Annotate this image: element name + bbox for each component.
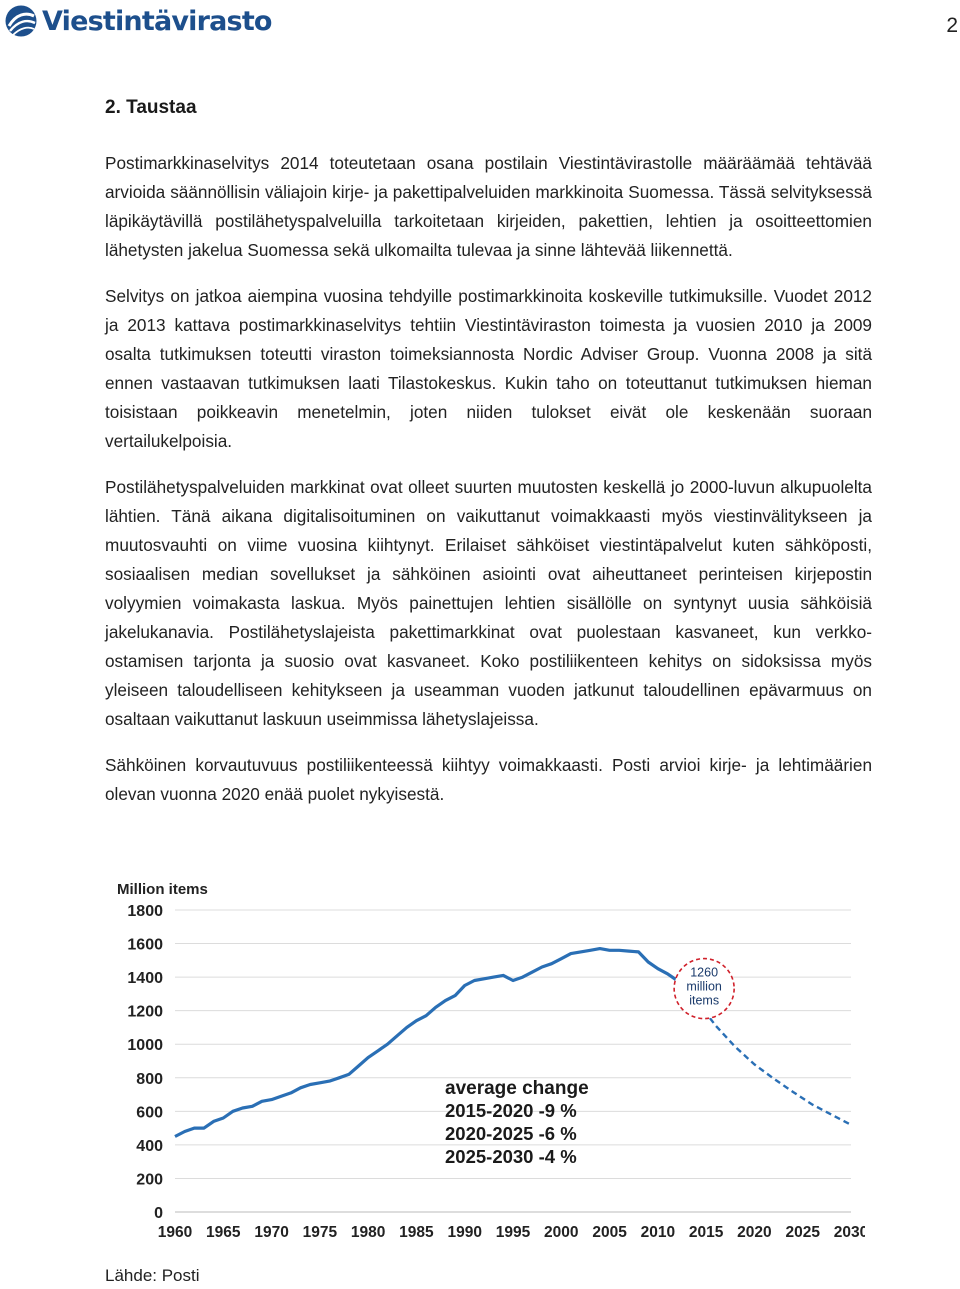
brand-name: Viestintävirasto (42, 5, 272, 37)
x-tick-label: 1990 (447, 1224, 482, 1241)
y-tick-label: 200 (136, 1171, 163, 1189)
x-tick-label: 2000 (544, 1224, 579, 1241)
average-change-title: average change (445, 1078, 589, 1099)
y-tick-label: 400 (136, 1137, 163, 1155)
x-tick-label: 2020 (737, 1224, 772, 1241)
section-body (105, 94, 872, 826)
page-header (0, 0, 960, 50)
callout-label: million (686, 979, 722, 994)
section-heading: 2. Taustaa (105, 97, 197, 118)
paragraph-2: Selvitys on jatkoa aiempina vuosina tehdyille postimarkkinoita koskeville tutkimuksille. Vuodet 2012 ja 2013 kattava postimarkkinaselvitys tehtiin Viestintäviraston toimesta ja vuosien 2010 ja 2009 osalta tutkimuksen toteutti viraston toimeksiannosta Nordic Adviser Group. Vuonna 2008 ja sitä ennen vastaavan tutkimuksen laati Tilastokeskus. Kukin taho on toteuttanut tutkimuksen hieman toisistaan poikkeavin menetelmin, joten niiden tulokset eivät ole keskenään suoraan vertailukelpoisia. (105, 286, 872, 451)
paragraph-3: Postilähetyspalveluiden markkinat ovat olleet suurten muutosten keskellä jo 2000-luvun alkupuolelta lähtien. Tänä aikana digitalisoituminen on vaikuttanut voimakkaasti myös viestinvälitykseen ja muutosvauhti on viime vuosina kiihtynyt. Erilaiset sähköiset viestintäpalvelut kuten sähköposti, sosiaalisen median sovellukset ja sähköinen asiointi ovat aiheuttaneet perinteisen kirjepostin volyymien voimakasta laskua. Myös painettujen lehtien sisällölle on syntynyt uusia sähköisiä jakelukanavia. Postilähetyslajeista pakettimarkkinat ovat puolestaan kasvaneet, kun verkko-ostamisen tarjonta ja suosio ovat kasvaneet. Koko postiliikenteen kehitys on sidoksissa myös yleiseen taloudelliseen kehitykseen ja useamman vuoden jatkunut taloudellinen epävarmuus on osaltaan vaikuttanut laskuun useimmissa lähetyslajeissa. (105, 477, 872, 729)
y-tick-label: 600 (136, 1104, 163, 1122)
y-tick-label: 1000 (127, 1037, 163, 1055)
x-tick-label: 1965 (206, 1224, 241, 1241)
y-tick-label: 1600 (127, 936, 163, 954)
average-change-row: 2015-2020 -9 % (445, 1100, 577, 1121)
page-number: 2 (946, 14, 958, 37)
y-tick-label: 800 (136, 1070, 163, 1088)
paragraph-1: Postimarkkinaselvitys 2014 toteutetaan osana postilain Viestintävirastolle määräämää tehtävää arvioida säännöllisin väliajoin kirje- ja pakettipalveluiden markkinoita Suomessa. Tässä selvityksessä läpikäytävillä postilähetyspalveluilla tarkoitetaan kirjeiden, pakettien, lehtien ja osoitteettomien lähetysten jakelua Suomessa sekä ulkomailta tulevaa ja sinne lähtevää liikennettä. (105, 153, 872, 260)
x-tick-label: 1970 (254, 1224, 289, 1241)
x-tick-label: 1975 (302, 1224, 338, 1241)
x-tick-label: 2030 (833, 1224, 865, 1241)
y-tick-label: 0 (154, 1205, 163, 1222)
x-tick-label: 2015 (688, 1224, 724, 1241)
x-tick-label: 2010 (640, 1224, 676, 1241)
x-tick-label: 2005 (592, 1224, 627, 1241)
x-tick-label: 1960 (157, 1224, 193, 1241)
callout-label: items (689, 993, 720, 1008)
y-axis-title: Million items (117, 881, 208, 898)
x-tick-label: 1980 (350, 1224, 386, 1241)
x-tick-label: 1985 (399, 1224, 434, 1241)
average-change-row: 2025-2030 -4 % (445, 1146, 577, 1167)
x-tick-label: 2025 (785, 1224, 820, 1241)
y-tick-label: 1200 (127, 1003, 163, 1021)
callout-label: 1260 (690, 965, 719, 980)
chart-svg (105, 872, 865, 1244)
average-change-row: 2020-2025 -6 % (445, 1123, 577, 1144)
y-tick-label: 1400 (127, 970, 163, 988)
mail-volume-chart (105, 872, 865, 1244)
paragraph-4: Sähköinen korvautuvuus postiliikenteessä kiihtyy voimakkaasti. Posti arvioi kirje- ja lehtimäärien olevan vuonna 2020 enää puolet nykyisestä. (105, 755, 872, 804)
y-tick-label: 1800 (127, 903, 163, 920)
globe-logo-icon (4, 4, 38, 38)
source-note: Lähde: Posti (105, 1266, 200, 1285)
brand-logo (4, 4, 272, 38)
x-tick-label: 1995 (495, 1224, 531, 1241)
